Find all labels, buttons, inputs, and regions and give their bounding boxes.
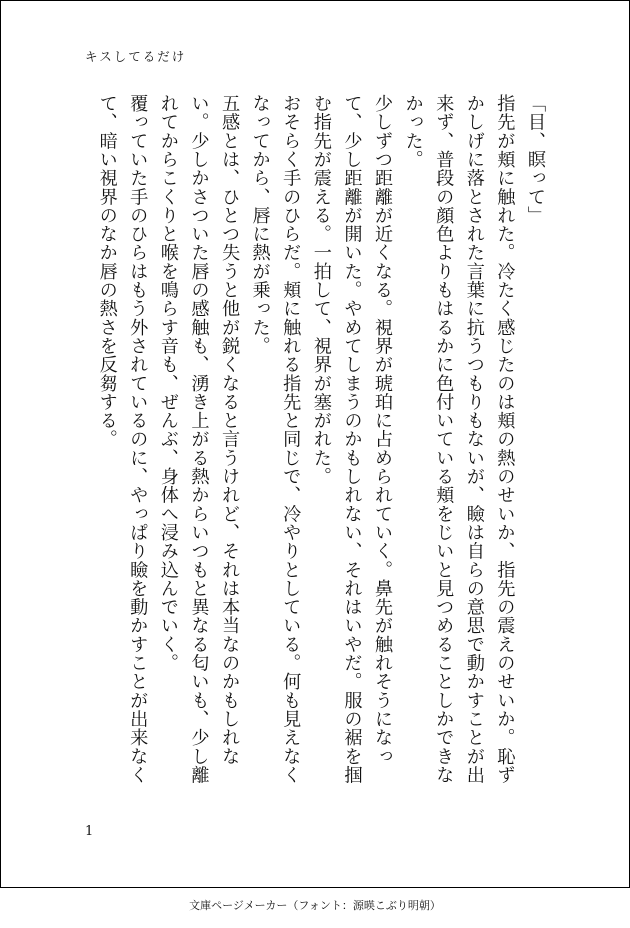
paragraph: 「目、瞑って」 <box>525 94 546 225</box>
vertical-body-text <box>80 94 550 794</box>
running-header-title: キスしてるだけ <box>85 49 187 64</box>
paragraph: おそらく手のひらだ。頬に触れる指先と同じで、冷やりとしている。何も見えなくなってから、唇に熱が乗った。 <box>249 94 302 785</box>
page-number: 1 <box>85 824 94 839</box>
footer-credit: 文庫ページメーカー（フォント：源暎こぶり明朝） <box>189 899 441 912</box>
paragraph: 五感とは、ひとつ失うと他が鋭くなると言うけれど、それは本当なのかもしれない。少しかさついた唇の感触も、湧き上がる熱からいつもと異なる匂いも、少し離れてからこくりと喉を鳴らす音も、ぜんぶ、身体へ浸み込んでいく。 <box>157 94 241 785</box>
paragraph: 少しずつ距離が近くなる。視界が琥珀に占められていく。鼻先が触れそうになって、少し距離が開いた。やめてしまうのかもしれない、それはいやだ。服の裾を掴む指先が震える。一拍して、視界が塞がれた。 <box>310 94 394 785</box>
paragraph: 指先が頬に触れた。冷たく感じたのは頬の熱のせいか、指先の震えのせいか。恥ずかしげに落とされた言葉に抗うつもりもないが、瞼は自らの意思で動かすことが出来ず、普段の顔色よりもはるかに色付いている頬をじいと見つめることしかできなかった。 <box>402 94 516 785</box>
paragraph: 覆っていた手のひらはもう外されているのに、やっぱり瞼を動かすことが出来なくて、暗い視界のなか唇の熱さを反芻する。 <box>96 94 149 785</box>
